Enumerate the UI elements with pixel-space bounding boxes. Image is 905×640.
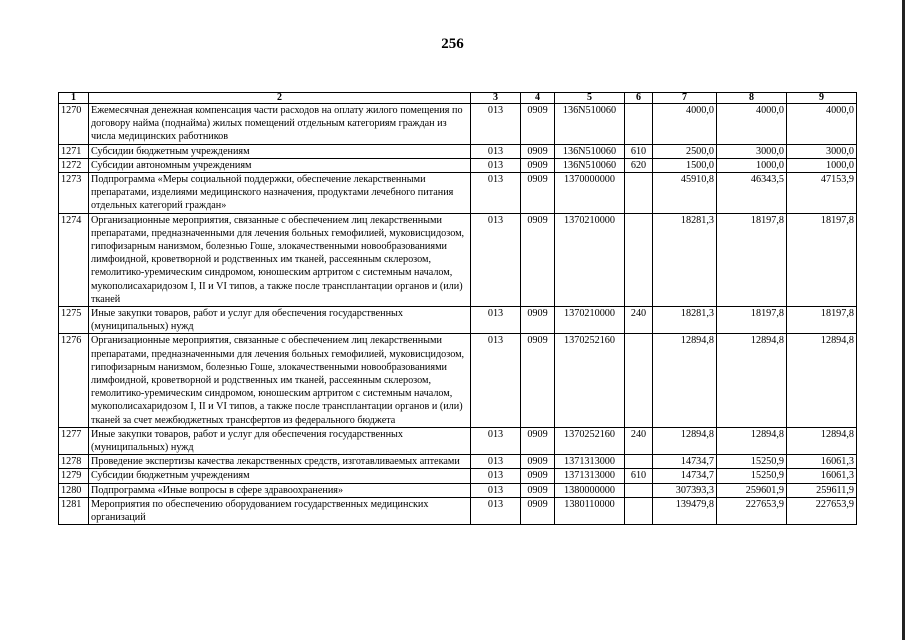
row-expense-type bbox=[625, 497, 653, 524]
header-cell-4: 4 bbox=[521, 93, 555, 104]
header-cell-5: 5 bbox=[555, 93, 625, 104]
row-value-col9: 1000,0 bbox=[787, 158, 857, 172]
row-expense-type: 610 bbox=[625, 144, 653, 158]
row-target-code: 1370210000 bbox=[555, 213, 625, 306]
row-admin-code: 013 bbox=[471, 307, 521, 334]
table-body bbox=[59, 104, 857, 525]
header-row bbox=[59, 93, 857, 104]
row-value-col8: 259601,9 bbox=[717, 483, 787, 497]
row-number: 1270 bbox=[59, 104, 89, 145]
page-number: 256 bbox=[441, 36, 464, 52]
row-name: Подпрограмма «Иные вопросы в сфере здравоохранения» bbox=[89, 483, 471, 497]
row-expense-type bbox=[625, 483, 653, 497]
row-name: Проведение экспертизы качества лекарственных средств, изготавливаемых аптеками bbox=[89, 455, 471, 469]
row-admin-code: 013 bbox=[471, 144, 521, 158]
table-row bbox=[59, 213, 857, 306]
row-target-code: 1380000000 bbox=[555, 483, 625, 497]
row-expense-type: 240 bbox=[625, 427, 653, 454]
row-target-code: 136N510060 bbox=[555, 158, 625, 172]
table-header bbox=[59, 93, 857, 104]
row-expense-type bbox=[625, 173, 653, 214]
table-row bbox=[59, 334, 857, 427]
table-row bbox=[59, 483, 857, 497]
row-section-code: 0909 bbox=[521, 158, 555, 172]
row-value-col7: 4000,0 bbox=[653, 104, 717, 145]
header-cell-8: 8 bbox=[717, 93, 787, 104]
row-admin-code: 013 bbox=[471, 483, 521, 497]
row-number: 1277 bbox=[59, 427, 89, 454]
row-number: 1273 bbox=[59, 173, 89, 214]
row-value-col7: 45910,8 bbox=[653, 173, 717, 214]
row-value-col9: 259611,9 bbox=[787, 483, 857, 497]
row-number: 1272 bbox=[59, 158, 89, 172]
row-name: Субсидии бюджетным учреждениям bbox=[89, 469, 471, 483]
row-number: 1278 bbox=[59, 455, 89, 469]
row-value-col7: 18281,3 bbox=[653, 307, 717, 334]
row-expense-type bbox=[625, 334, 653, 427]
row-value-col9: 3000,0 bbox=[787, 144, 857, 158]
row-admin-code: 013 bbox=[471, 158, 521, 172]
row-value-col7: 307393,3 bbox=[653, 483, 717, 497]
table-row bbox=[59, 307, 857, 334]
header-cell-7: 7 bbox=[653, 93, 717, 104]
row-value-col8: 18197,8 bbox=[717, 307, 787, 334]
row-name: Мероприятия по обеспечению оборудованием государственных медицинских организаций bbox=[89, 497, 471, 524]
row-value-col7: 2500,0 bbox=[653, 144, 717, 158]
row-number: 1274 bbox=[59, 213, 89, 306]
row-number: 1279 bbox=[59, 469, 89, 483]
row-admin-code: 013 bbox=[471, 334, 521, 427]
budget-table bbox=[58, 92, 857, 525]
table-row bbox=[59, 497, 857, 524]
table-row bbox=[59, 104, 857, 145]
row-target-code: 1370252160 bbox=[555, 334, 625, 427]
row-target-code: 1370252160 bbox=[555, 427, 625, 454]
row-name: Организационные мероприятия, связанные с обеспечением лиц лекарственными препаратами, предназначенными для лечения больных гемофилией, муковисцидозом, гипофизарным нанизмом, болезнью Гоше, злокачественными новообразованиями лимфоидной, кроветворной и родственных им тканей, рассеянным склерозом, гемолитико-уремическим синдромом, юношеским артритом с системным началом, мукополисахаридозом I, II и VI типов, а также после трансплантации органов и (или) тканей bbox=[89, 213, 471, 306]
row-value-col7: 14734,7 bbox=[653, 469, 717, 483]
row-value-col7: 14734,7 bbox=[653, 455, 717, 469]
row-expense-type: 240 bbox=[625, 307, 653, 334]
row-admin-code: 013 bbox=[471, 455, 521, 469]
row-target-code: 1371313000 bbox=[555, 469, 625, 483]
table-row bbox=[59, 158, 857, 172]
row-value-col8: 1000,0 bbox=[717, 158, 787, 172]
row-number: 1271 bbox=[59, 144, 89, 158]
row-value-col8: 227653,9 bbox=[717, 497, 787, 524]
row-value-col7: 12894,8 bbox=[653, 334, 717, 427]
row-value-col9: 16061,3 bbox=[787, 455, 857, 469]
row-name: Организационные мероприятия, связанные с обеспечением лиц лекарственными препаратами, предназначенными для лечения больных гемофилией, муковисцидозом, гипофизарным нанизмом, болезнью Гоше, злокачественными новообразованиями лимфоидной, кроветворной и родственных им тканей, рассеянным склерозом, гемолитико-уремическим синдромом, юношеским артритом с системным началом, мукополисахаридозом I, II и VI типов, а также после трансплантации органов и (или) тканей за счет межбюджетных трансфертов из федерального бюджета bbox=[89, 334, 471, 427]
row-target-code: 1370000000 bbox=[555, 173, 625, 214]
row-expense-type bbox=[625, 104, 653, 145]
row-section-code: 0909 bbox=[521, 469, 555, 483]
row-number: 1276 bbox=[59, 334, 89, 427]
row-name: Иные закупки товаров, работ и услуг для обеспечения государственных (муниципальных) нужд bbox=[89, 427, 471, 454]
row-value-col8: 3000,0 bbox=[717, 144, 787, 158]
row-value-col9: 12894,8 bbox=[787, 427, 857, 454]
row-value-col8: 18197,8 bbox=[717, 213, 787, 306]
header-cell-9: 9 bbox=[787, 93, 857, 104]
row-section-code: 0909 bbox=[521, 173, 555, 214]
row-value-col8: 46343,5 bbox=[717, 173, 787, 214]
row-target-code: 136N510060 bbox=[555, 104, 625, 145]
row-target-code: 1380110000 bbox=[555, 497, 625, 524]
header-cell-3: 3 bbox=[471, 93, 521, 104]
row-number: 1281 bbox=[59, 497, 89, 524]
row-admin-code: 013 bbox=[471, 497, 521, 524]
row-value-col8: 12894,8 bbox=[717, 334, 787, 427]
row-value-col8: 12894,8 bbox=[717, 427, 787, 454]
row-value-col8: 4000,0 bbox=[717, 104, 787, 145]
row-section-code: 0909 bbox=[521, 427, 555, 454]
row-value-col8: 15250,9 bbox=[717, 469, 787, 483]
table-row bbox=[59, 469, 857, 483]
row-expense-type: 620 bbox=[625, 158, 653, 172]
row-target-code: 136N510060 bbox=[555, 144, 625, 158]
row-section-code: 0909 bbox=[521, 334, 555, 427]
row-admin-code: 013 bbox=[471, 104, 521, 145]
row-value-col9: 18197,8 bbox=[787, 307, 857, 334]
row-section-code: 0909 bbox=[521, 455, 555, 469]
header-cell-1: 1 bbox=[59, 93, 89, 104]
row-section-code: 0909 bbox=[521, 497, 555, 524]
row-name: Ежемесячная денежная компенсация части расходов на оплату жилого помещения по договору найма (поднайма) жилых помещений отдельным категориям граждан из числа медицинских работников bbox=[89, 104, 471, 145]
row-value-col8: 15250,9 bbox=[717, 455, 787, 469]
table-row bbox=[59, 173, 857, 214]
header-cell-2: 2 bbox=[89, 93, 471, 104]
row-target-code: 1370210000 bbox=[555, 307, 625, 334]
row-expense-type bbox=[625, 455, 653, 469]
row-admin-code: 013 bbox=[471, 213, 521, 306]
row-name: Иные закупки товаров, работ и услуг для обеспечения государственных (муниципальных) нужд bbox=[89, 307, 471, 334]
row-name: Подпрограмма «Меры социальной поддержки, обеспечение лекарственными препаратами, изделиями медицинского назначения, продуктами лечебного питания отдельных категорий граждан» bbox=[89, 173, 471, 214]
row-name: Субсидии бюджетным учреждениям bbox=[89, 144, 471, 158]
row-section-code: 0909 bbox=[521, 307, 555, 334]
row-section-code: 0909 bbox=[521, 104, 555, 145]
row-value-col9: 4000,0 bbox=[787, 104, 857, 145]
row-value-col9: 18197,8 bbox=[787, 213, 857, 306]
header-cell-6: 6 bbox=[625, 93, 653, 104]
row-target-code: 1371313000 bbox=[555, 455, 625, 469]
row-value-col9: 47153,9 bbox=[787, 173, 857, 214]
row-expense-type: 610 bbox=[625, 469, 653, 483]
row-value-col9: 12894,8 bbox=[787, 334, 857, 427]
table-row bbox=[59, 427, 857, 454]
row-admin-code: 013 bbox=[471, 427, 521, 454]
table-row bbox=[59, 144, 857, 158]
row-section-code: 0909 bbox=[521, 483, 555, 497]
row-value-col7: 18281,3 bbox=[653, 213, 717, 306]
row-admin-code: 013 bbox=[471, 173, 521, 214]
row-value-col7: 1500,0 bbox=[653, 158, 717, 172]
row-value-col7: 139479,8 bbox=[653, 497, 717, 524]
table-row bbox=[59, 455, 857, 469]
row-name: Субсидии автономным учреждениям bbox=[89, 158, 471, 172]
row-number: 1280 bbox=[59, 483, 89, 497]
row-section-code: 0909 bbox=[521, 213, 555, 306]
row-expense-type bbox=[625, 213, 653, 306]
row-value-col9: 227653,9 bbox=[787, 497, 857, 524]
row-number: 1275 bbox=[59, 307, 89, 334]
row-section-code: 0909 bbox=[521, 144, 555, 158]
row-value-col7: 12894,8 bbox=[653, 427, 717, 454]
row-value-col9: 16061,3 bbox=[787, 469, 857, 483]
row-admin-code: 013 bbox=[471, 469, 521, 483]
